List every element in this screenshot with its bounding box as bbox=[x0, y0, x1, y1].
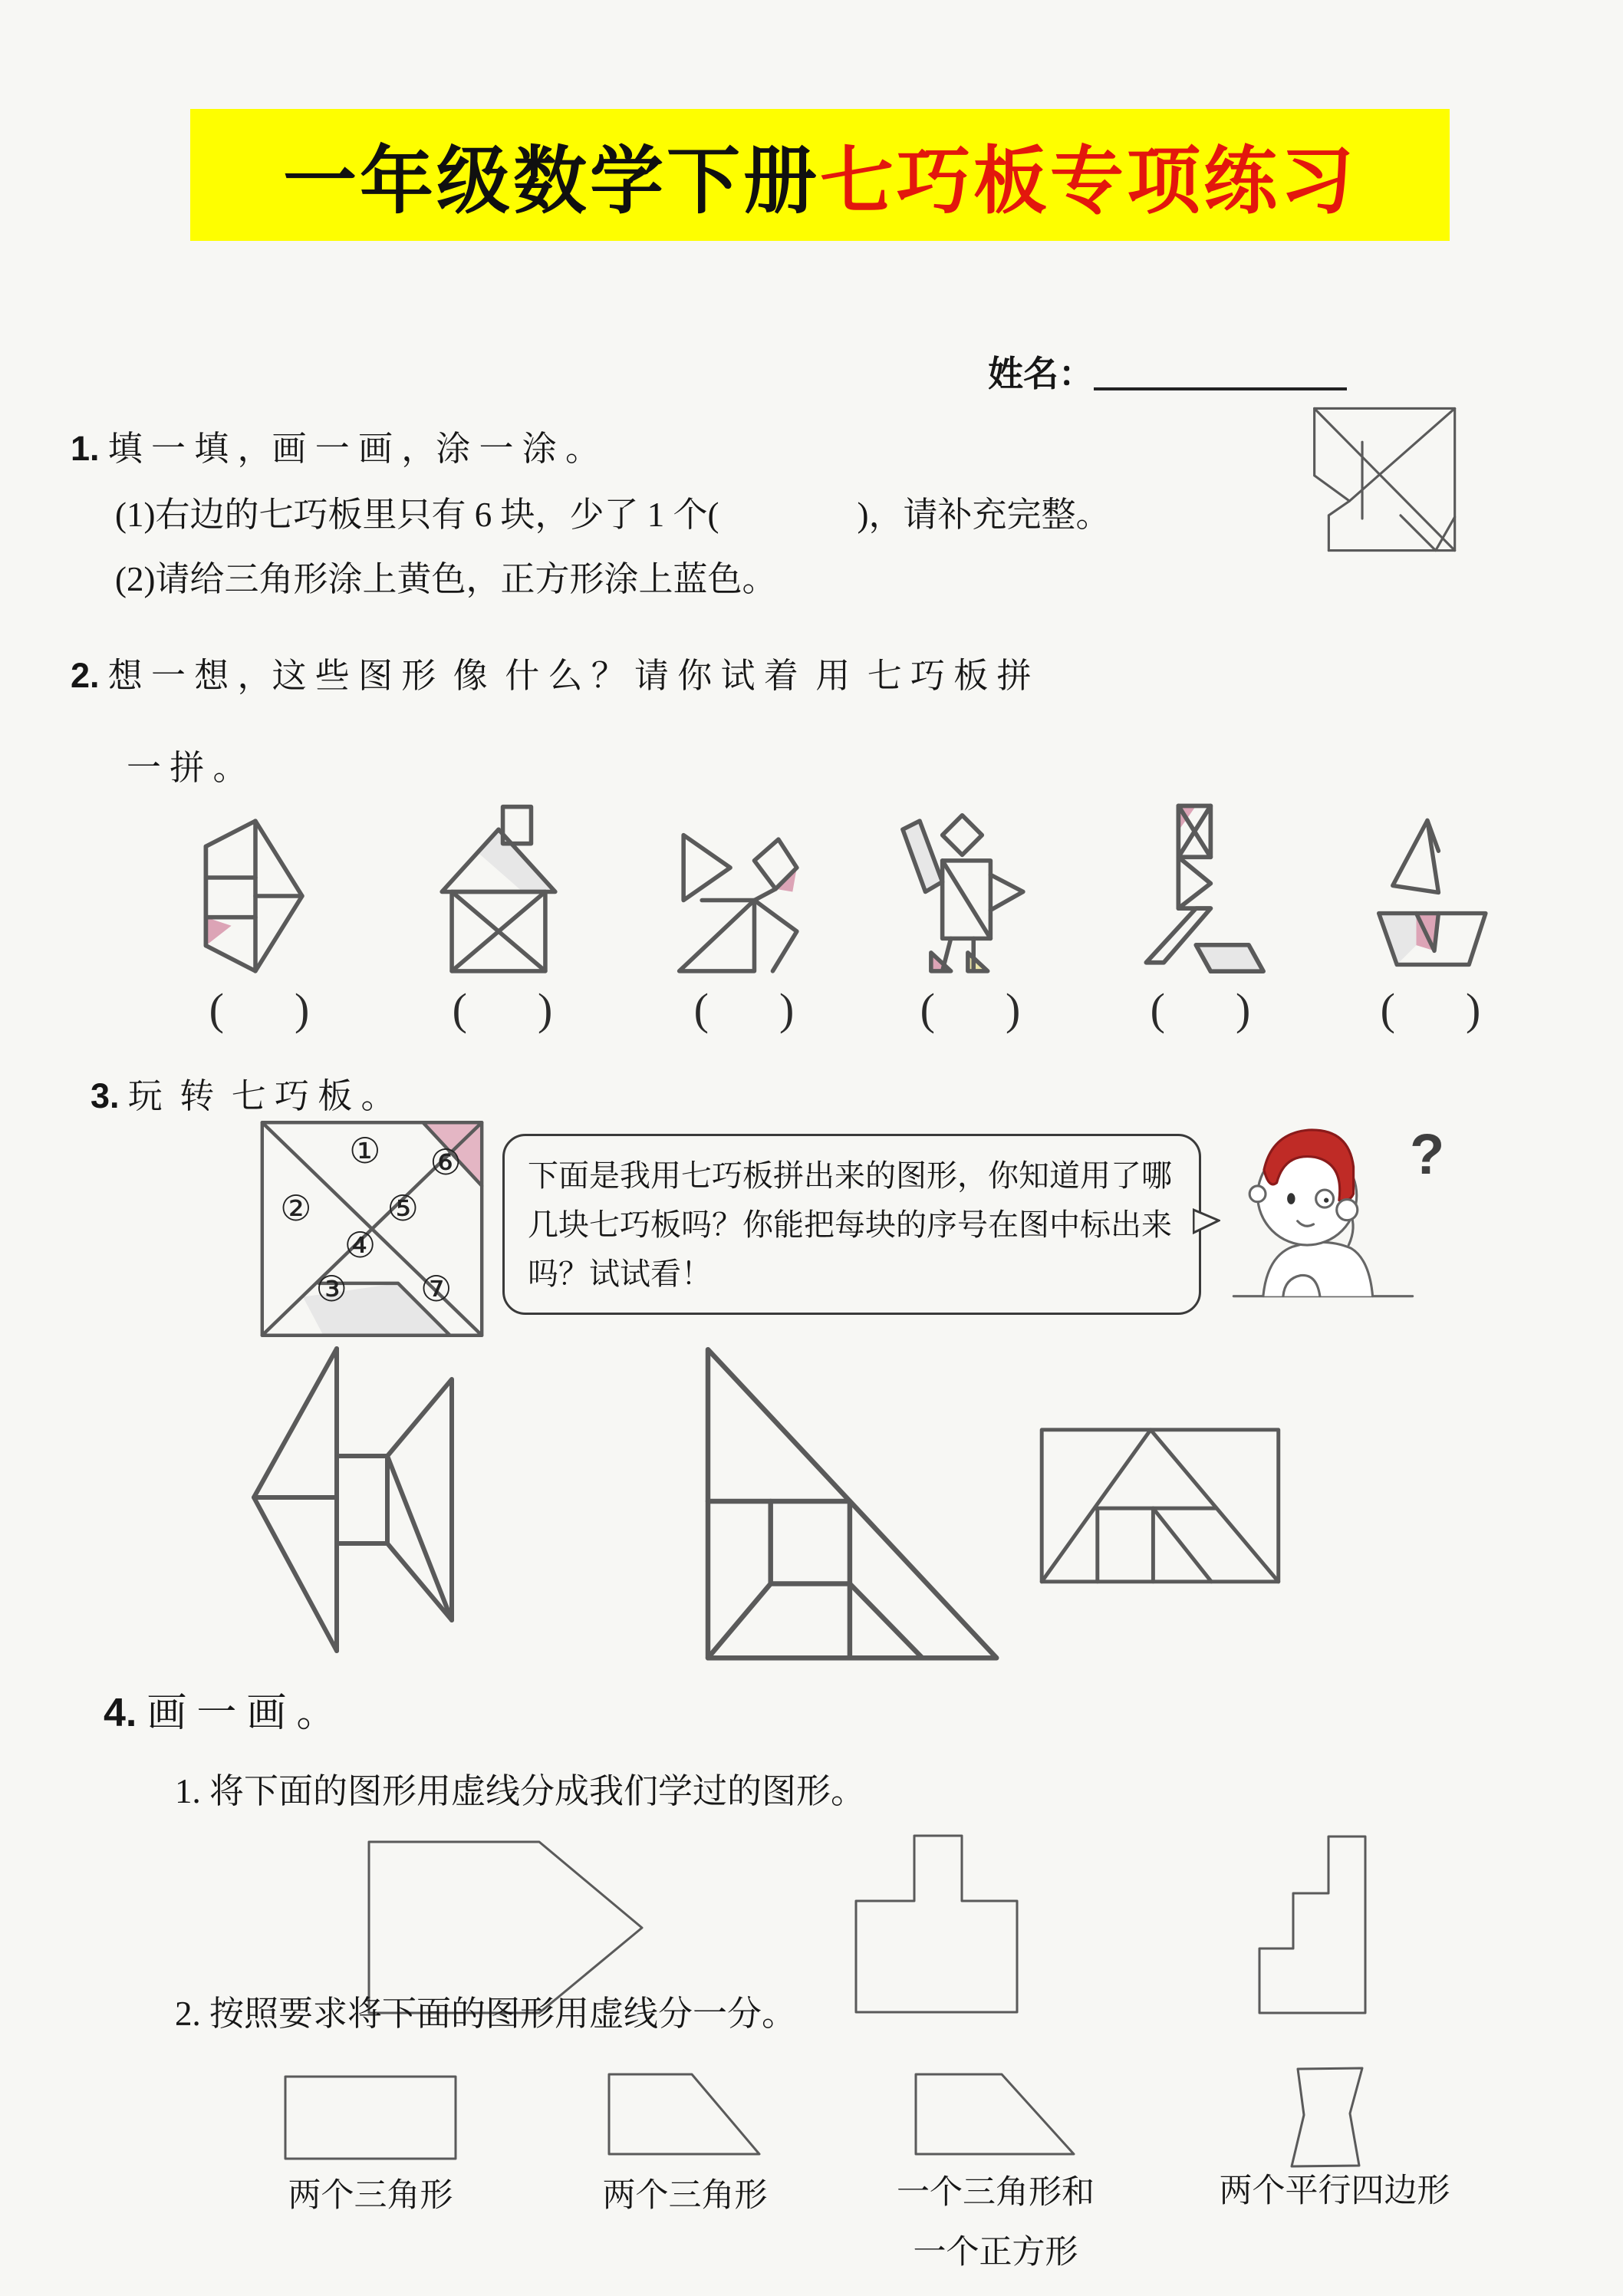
title-red-part: 七巧板专项练习 bbox=[820, 140, 1357, 222]
shape-label-trap2-line1: 一个三角形和 bbox=[897, 2175, 1095, 2211]
shape-label-trap1: 两个三角形 bbox=[602, 2178, 768, 2214]
q2-line2: 一 拼 。 bbox=[127, 749, 248, 787]
q3-number: 3. bbox=[91, 1076, 120, 1115]
q1-number: 1. bbox=[71, 429, 100, 468]
q3-title: 3. 玩 转 七 巧 板 。 bbox=[91, 1076, 396, 1115]
tangram-piece-2-label: ② bbox=[280, 1189, 312, 1228]
tangram-fish-figure bbox=[175, 804, 336, 988]
tangram-piece-4-label: ④ bbox=[344, 1226, 377, 1265]
q4-item2: 2. 按照要求将下面的图形用虚线分一分。 bbox=[175, 1995, 797, 2033]
q2-line1: 2. 想 一 想 ，这 些 图 形 像 什 么 ？ 请 你 试 着 用 七 巧 板 拼 bbox=[71, 656, 1032, 695]
tangram-kneeling-figure bbox=[1120, 798, 1281, 990]
q4-number: 4. bbox=[104, 1691, 137, 1735]
q4-title: 4. 画 一 画 。 bbox=[104, 1691, 337, 1735]
tangram-missing-piece-figure bbox=[1300, 399, 1463, 558]
pentagon-arrow-shape bbox=[364, 1837, 648, 2018]
answer-paren-2: ( ) bbox=[452, 984, 553, 1034]
name-label: 姓名： bbox=[988, 354, 1094, 394]
answer-paren-3: ( ) bbox=[693, 984, 795, 1034]
answer-paren-1: ( ) bbox=[209, 984, 310, 1034]
speech-bubble bbox=[502, 1134, 1201, 1315]
staircase-shape bbox=[1256, 1833, 1378, 2016]
tangram-piece-1-label: ① bbox=[349, 1132, 381, 1171]
rectangle-shape bbox=[282, 2074, 459, 2162]
tangram-piece-6-label: ⑥ bbox=[430, 1143, 462, 1182]
answer-paren-4: ( ) bbox=[920, 984, 1021, 1034]
q2-number: 2. bbox=[71, 656, 100, 695]
speech-bubble-tail bbox=[1193, 1208, 1220, 1234]
numbered-tangram bbox=[253, 1114, 491, 1344]
name-blank bbox=[1094, 352, 1347, 390]
tangram-fish-large-figure bbox=[242, 1336, 502, 1674]
trapezoid-shape-1 bbox=[606, 2071, 763, 2158]
q1-item2: (2)请给三角形涂上黄色，正方形涂上蓝色。 bbox=[115, 560, 777, 598]
answer-paren-6: ( ) bbox=[1380, 984, 1481, 1034]
speech-bubble-text: 下面是我用七巧板拼出来的图形，你知道用了哪几块七巧板吗？你能把每块的序号在图中标出来吗？试试看！ bbox=[528, 1158, 1172, 1291]
tangram-piece-7-label: ⑦ bbox=[420, 1270, 453, 1309]
shape-label-trap2-line2: 一个正方形 bbox=[913, 2235, 1078, 2271]
tangram-rectangle-figure bbox=[1032, 1418, 1285, 1593]
q1-title: 1. 填 一 填 ，画 一 画 ，涂 一 涂 。 bbox=[71, 429, 601, 468]
shape-label-chevron: 两个平行四边形 bbox=[1219, 2173, 1450, 2209]
t-block-shape bbox=[853, 1832, 1020, 2016]
tangram-piece-3-label: ③ bbox=[315, 1270, 347, 1309]
tangram-squirrel-figure bbox=[660, 804, 821, 988]
title-banner bbox=[190, 109, 1450, 241]
trapezoid-shape-2 bbox=[913, 2071, 1078, 2158]
tangram-triangle-large-figure bbox=[675, 1336, 1005, 1666]
tangram-piece-5-label: ⑤ bbox=[387, 1189, 419, 1228]
tangram-boat-figure bbox=[1358, 809, 1511, 990]
title-black-part: 一年级数学下册 bbox=[283, 140, 820, 222]
name-line bbox=[953, 305, 1347, 437]
answer-paren-5: ( ) bbox=[1150, 984, 1251, 1034]
shape-label-rect: 两个三角形 bbox=[288, 2178, 453, 2214]
chevron-shape bbox=[1282, 2066, 1374, 2169]
q4-item1: 1. 将下面的图形用虚线分成我们学过的图形。 bbox=[175, 1772, 866, 1810]
thinking-boy-illustration bbox=[1227, 1111, 1419, 1322]
question-mark: ? bbox=[1410, 1122, 1445, 1186]
tangram-house-figure bbox=[418, 804, 579, 988]
tangram-person-figure bbox=[886, 804, 1047, 988]
q1-item1: (1)右边的七巧板里只有 6 块，少了 1 个( )，请补充完整。 bbox=[115, 496, 1111, 534]
